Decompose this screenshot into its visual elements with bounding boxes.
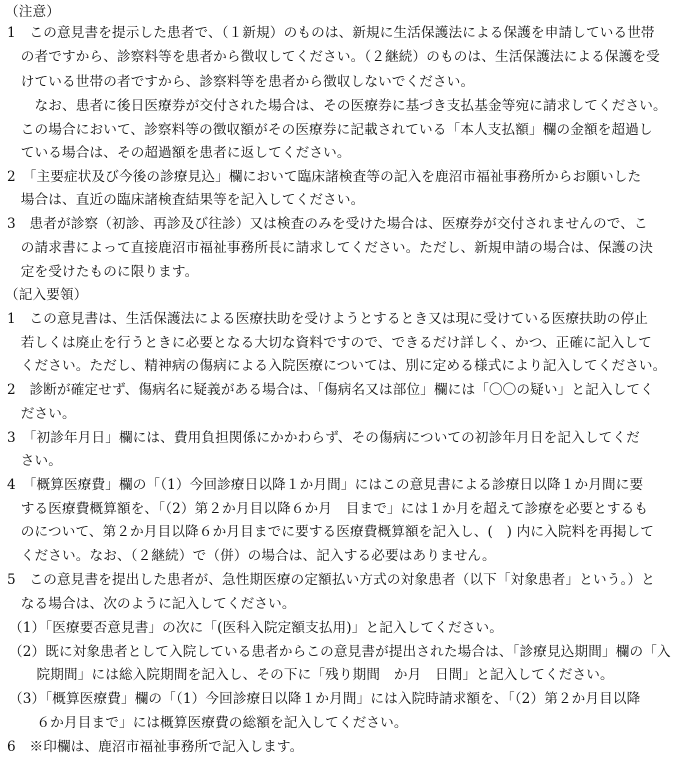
note-3-line-1: 3 患者が診察（初診、再診及び往診）又は検査のみを受けた場合は、医療券が交付されませんので、こ: [7, 216, 648, 232]
note-1-para-2-line-2: この場合において、診察料等の徴収額がその医療券に記載されている「本人支払額」欄の金額を超過し: [7, 122, 653, 138]
note-3-line-2: の請求書によって直接鹿沼市福祉事務所長に請求してください。ただし、新規申請の場合は、保護の決: [7, 240, 653, 256]
guide-heading: （記入要領）: [5, 287, 88, 303]
note-1-para-2-line-1: なお、患者に後日医療券が交付された場合は、その医療券に基づき支払基金等宛に請求してください。: [7, 98, 667, 114]
note-1-para-2-line-3: ている場合は、その超過額を患者に返してください。: [7, 145, 351, 161]
guide-2-line-2: ださい。: [7, 406, 76, 422]
guide-2-line-1: 2 診断が確定せず、傷病名に疑義がある場合は、「傷病名又は部位」欄には「〇〇の疑い」と記入してく: [7, 382, 654, 398]
guide-6-line-1: 6 ※印欄は、鹿沼市福祉事務所で記入します。: [7, 739, 304, 755]
note-2-line-1: 2 「主要症状及び今後の診療見込」欄において臨床諸検査等の記入を鹿沼市福祉事務所からお願いした: [7, 169, 642, 185]
guide-3-line-1: 3 「初診年月日」欄には、費用負担関係にかかわらず、その傷病についての初診年月日を記入してくだ: [7, 430, 640, 446]
notes-heading: （注意）: [5, 4, 60, 20]
guide-5-item-3-line-2: ６か月目まで」には概算医療費の総額を記入してください。: [9, 715, 408, 731]
note-1-line-2: の者ですから、診察料等を患者から徴収してください。（２継続）のものは、生活保護法による保護を受: [7, 49, 660, 65]
guide-5-item-3-line-1: （3）「概算医療費」欄の「（1）今回診療日以降１か月間」には入院時請求額を、「（2）第２か月目以降: [9, 691, 641, 707]
guide-5-item-1: （1）「医療要否意見書」の次に「(医科入院定額支払用)」と記入してください。: [9, 620, 503, 636]
guide-3-line-2: さい。: [7, 453, 62, 469]
guide-5-line-1: 5 この意見書を提出した患者が、急性期医療の定額払い方式の対象患者（以下「対象患者」という。）と: [7, 572, 655, 588]
guide-5-line-2: なる場合は、次のように記入してください。: [7, 596, 296, 612]
note-2-line-2: 場合は、直近の臨床諸検査結果等を記入してください。: [7, 192, 365, 208]
guide-4-line-1: 4 「概算医療費」欄の「（1）今回診療日以降１か月間」にはこの意見書による診療日以降１か月間に要: [7, 477, 644, 493]
note-1-line-1: 1 この意見書を提示した患者で、（１新規）のものは、新規に生活保護法による保護を申請している世帯: [7, 25, 655, 41]
note-1-line-3: けている世帯の者ですから、診察料等を患者から徴収しないでください。: [7, 74, 475, 90]
guide-5-item-2-line-2: 院期間」には総入院期間を記入し、その下に「残り期間 か月 日間」と記入してください。: [9, 667, 614, 683]
guide-4-line-3: のについて、第２か月目以降６か月目までに要する医療費概算額を記入し、( ) 内に入院料を再掲して: [7, 524, 655, 540]
guide-1-line-2: 若しくは廃止を行うときに必要となる大切な資料ですので、できるだけ詳しく、かつ、正確に記入して: [7, 335, 652, 351]
guide-1-line-1: 1 この意見書は、生活保護法による医療扶助を受けようとするとき又は現に受けている医療扶助の停止: [7, 311, 649, 327]
guide-4-line-2: する医療費概算額を、「（2）第２か月目以降６か月 目まで」には１か月を超えて診療を必要とするも: [7, 501, 649, 517]
guide-1-line-3: ください。ただし、精神病の傷病による入院医療については、別に定める様式により記入してください。: [7, 358, 667, 374]
guide-5-item-2-line-1: （2）既に対象患者として入院している患者からこの意見書が提出された場合は、「診療見込期間」欄の「入: [9, 644, 671, 660]
note-3-line-3: 定を受けたものに限ります。: [7, 264, 199, 280]
guide-4-line-4: ください。なお、（２継続）で（併）の場合は、記入する必要はありません。: [7, 548, 496, 564]
